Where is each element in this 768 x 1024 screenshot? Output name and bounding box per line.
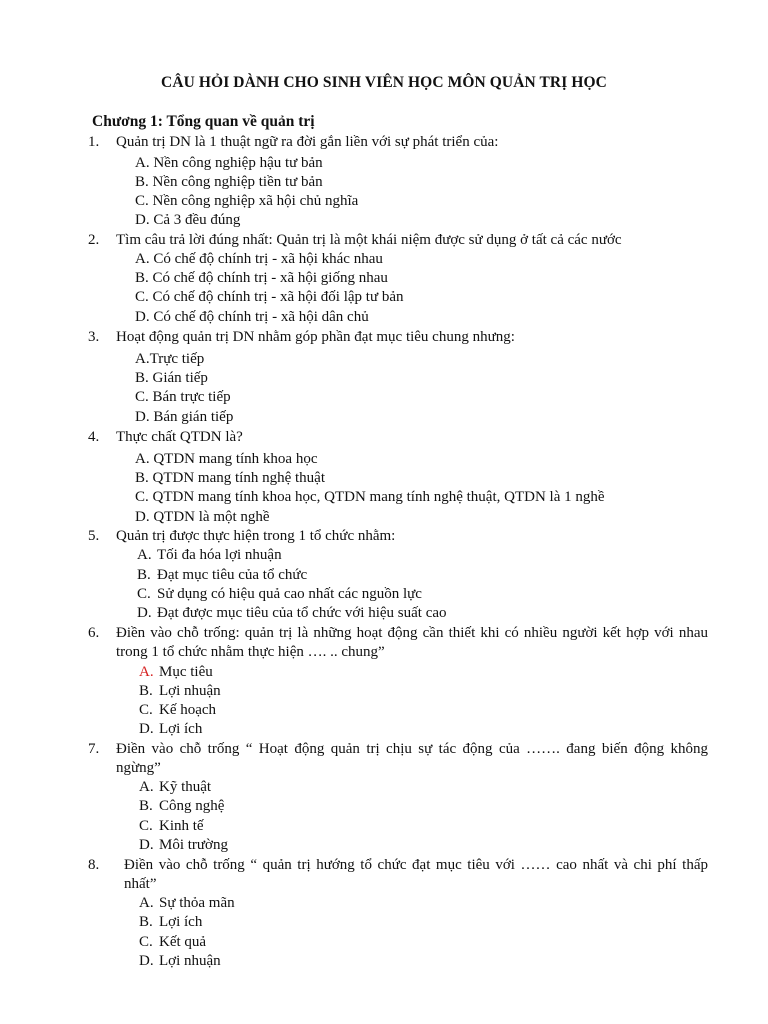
option-a (135, 450, 317, 469)
option-letter: A. (135, 155, 150, 171)
option-letter: D. (135, 509, 150, 525)
option-letter: A. (139, 895, 154, 911)
option-text: Đạt mục tiêu của tổ chức (157, 567, 308, 583)
question-text: Điền vào chỗ trống “ Hoạt động quản trị chịu sự tác động của ……. đang biến động không ngừng” (116, 741, 708, 776)
option-letter: D. (139, 837, 154, 853)
option-text: Cả 3 đều đúng (153, 212, 241, 228)
option-d (135, 211, 240, 230)
question-number: 8. (88, 857, 100, 873)
option-a (139, 894, 235, 913)
option-c (135, 488, 605, 507)
question-number: 7. (88, 741, 100, 757)
option-c (137, 585, 422, 604)
option-text: Lợi nhuận (159, 953, 221, 969)
question-number: 3. (88, 329, 100, 345)
option-letter: C. (137, 586, 151, 602)
option-letter: D. (139, 721, 154, 737)
option-c (135, 288, 404, 307)
option-letter: C. (139, 934, 153, 950)
option-d (139, 720, 202, 739)
option-letter: B. (135, 470, 149, 486)
option-c (139, 933, 206, 952)
option-text: Nền công nghiệp xã hội chủ nghĩa (152, 193, 359, 209)
option-text: Bán trực tiếp (152, 389, 231, 405)
question-number: 2. (88, 232, 100, 248)
option-letter: A. (139, 779, 154, 795)
option-c (139, 701, 216, 720)
option-letter: D. (137, 605, 152, 621)
option-b (135, 173, 323, 192)
option-text: Kỹ thuật (159, 779, 212, 795)
option-b (135, 269, 388, 288)
option-text: Kế hoạch (159, 702, 217, 718)
option-letter: B. (139, 914, 153, 930)
option-text: QTDN mang tính khoa học, QTDN mang tính nghệ thuật, QTDN là 1 nghề (152, 489, 605, 505)
question-number: 6. (88, 625, 100, 641)
option-b (139, 797, 224, 816)
option-letter: A. (135, 351, 150, 367)
option-text: Trực tiếp (149, 351, 205, 367)
question-text: Quản trị được thực hiện trong 1 tổ chức nhằm: (116, 528, 396, 544)
option-a (139, 778, 211, 797)
option-letter: C. (139, 818, 153, 834)
option-text: Công nghệ (159, 798, 225, 814)
option-letter: B. (139, 798, 153, 814)
option-letter: C. (135, 193, 149, 209)
option-letter: C. (139, 702, 153, 718)
option-text: Có chế độ chính trị - xã hội dân chủ (153, 309, 369, 325)
option-c (135, 388, 231, 407)
option-letter: D. (139, 953, 154, 969)
option-letter: B. (135, 270, 149, 286)
option-c (139, 817, 204, 836)
option-text: Nền công nghiệp hậu tư bản (153, 155, 323, 171)
option-text: Sử dụng có hiệu quả cao nhất các nguồn lực (157, 586, 422, 602)
option-text: Có chế độ chính trị - xã hội khác nhau (153, 251, 383, 267)
option-d (137, 604, 447, 623)
option-d (139, 836, 228, 855)
option-letter: B. (139, 683, 153, 699)
option-b (135, 369, 208, 388)
option-text: QTDN là một nghề (153, 509, 270, 525)
option-text: QTDN mang tính khoa học (153, 451, 318, 467)
option-text: Kinh tế (159, 818, 204, 834)
option-c (135, 192, 358, 211)
option-letter: A. (135, 251, 150, 267)
option-b (139, 913, 202, 932)
question-text: Tìm câu trả lời đúng nhất: Quản trị là một khái niệm được sử dụng ở tất cả các nước (116, 232, 622, 248)
document-title: CÂU HỎI DÀNH CHO SINH VIÊN HỌC MÔN QUẢN TRỊ HỌC (161, 74, 607, 91)
option-b (139, 682, 221, 701)
option-text: Môi trường (159, 837, 228, 853)
option-letter: D. (135, 309, 150, 325)
option-text: Có chế độ chính trị - xã hội đối lập tư bản (152, 289, 404, 305)
option-a (135, 154, 323, 173)
option-letter: C. (135, 389, 149, 405)
chapter-heading: Chương 1: Tổng quan về quản trị (92, 113, 315, 130)
option-a (135, 250, 383, 269)
question-number: 5. (88, 528, 100, 544)
option-text: Lợi nhuận (159, 683, 221, 699)
question-number: 1. (88, 134, 100, 150)
option-d (135, 508, 270, 527)
option-b (135, 469, 325, 488)
question-text: Thực chất QTDN là? (116, 429, 243, 445)
option-text: Lợi ích (159, 914, 203, 930)
option-letter: A. (135, 451, 150, 467)
option-text: Đạt được mục tiêu của tổ chức với hiệu suất cao (157, 605, 447, 621)
question-text: Điền vào chỗ trống “ quản trị hướng tổ chức đạt mục tiêu với …… cao nhất và chi phí thấp nhất” (124, 857, 708, 892)
option-letter: B. (135, 370, 149, 386)
option-text: Kết quả (159, 934, 207, 950)
question-text: Hoạt động quản trị DN nhằm góp phần đạt mục tiêu chung nhưng: (116, 329, 515, 345)
question-text: Quản trị DN là 1 thuật ngữ ra đời gắn liền với sự phát triển của: (116, 134, 499, 150)
option-letter: C. (135, 489, 149, 505)
option-text: Mục tiêu (159, 664, 213, 680)
option-letter-highlighted: A. (139, 664, 154, 680)
option-text: Gián tiếp (152, 370, 208, 386)
option-letter: B. (137, 567, 151, 583)
option-a (137, 546, 282, 565)
option-text: Tối đa hóa lợi nhuận (157, 547, 282, 563)
option-d (139, 952, 221, 971)
option-letter: A. (137, 547, 152, 563)
option-d (135, 408, 233, 427)
option-letter: C. (135, 289, 149, 305)
question-number: 4. (88, 429, 100, 445)
option-a (135, 350, 204, 369)
option-text: QTDN mang tính nghệ thuật (152, 470, 325, 486)
option-text: Nền công nghiệp tiền tư bản (152, 174, 323, 190)
option-text: Bán gián tiếp (153, 409, 234, 425)
option-letter: B. (135, 174, 149, 190)
option-letter: D. (135, 212, 150, 228)
option-a (139, 663, 213, 682)
question-text: Điền vào chỗ trống: quản trị là những hoạt động cần thiết khi có nhiều người kết hợp với nhau trong 1 tổ chức nhằm thực hiện …. .. chung” (116, 625, 708, 660)
option-letter: D. (135, 409, 150, 425)
option-d (135, 308, 369, 327)
option-text: Sự thỏa mãn (159, 895, 235, 911)
option-text: Có chế độ chính trị - xã hội giống nhau (152, 270, 388, 286)
option-text: Lợi ích (159, 721, 203, 737)
option-b (137, 566, 307, 585)
